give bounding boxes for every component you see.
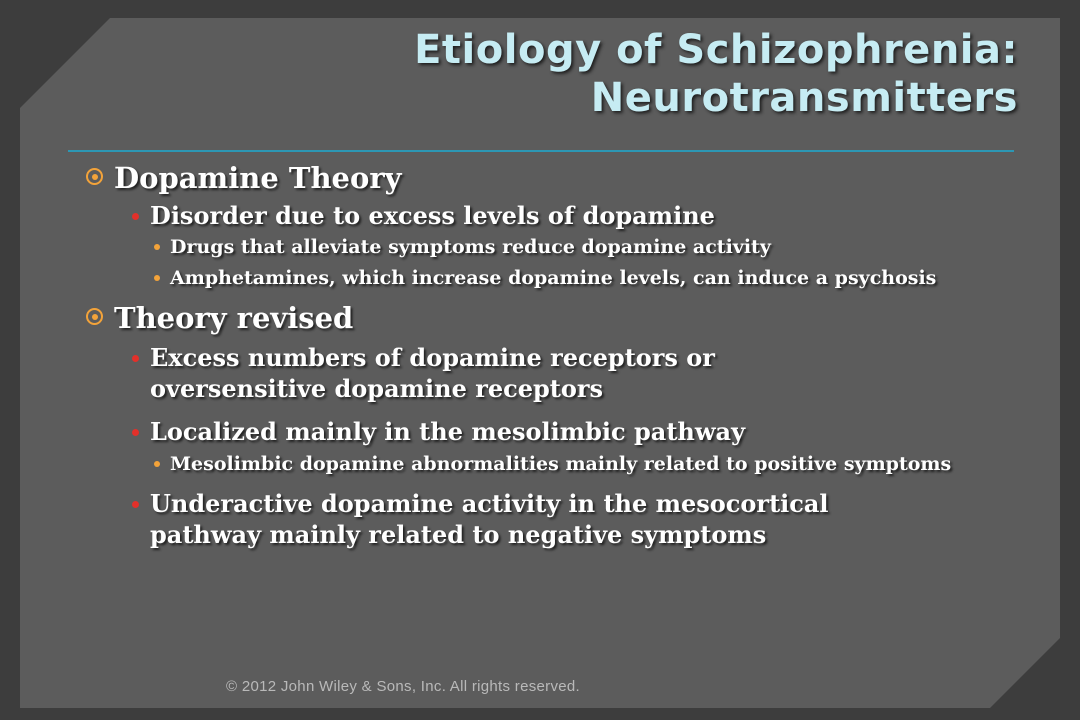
title-line-2: Neurotransmitters — [590, 75, 1018, 121]
subbullet-mesolimbic — [86, 416, 1026, 447]
subsubbullet-amphetamines — [86, 267, 1026, 290]
bullet-list — [86, 160, 1026, 550]
subsubbullet-text: Amphetamines, which increase dopamine levels, can induce a psychosis — [170, 267, 937, 289]
dot-bullet-icon — [132, 501, 139, 508]
subbullet-text: Disorder due to excess levels of dopamine — [150, 201, 715, 230]
circle-bullet-icon — [86, 308, 103, 325]
dot-bullet-icon — [154, 275, 160, 281]
bullet-text: Dopamine Theory — [114, 161, 402, 195]
copyright-footer: © 2012 John Wiley & Sons, Inc. All rights reserved. — [226, 678, 581, 695]
subbullet-mesocortical — [86, 488, 1026, 550]
subbullet-excess-dopamine — [86, 200, 1026, 231]
dot-bullet-icon — [154, 461, 160, 467]
dot-bullet-icon — [132, 213, 139, 220]
circle-bullet-icon — [86, 168, 103, 185]
bullet-theory-revised — [86, 300, 1026, 336]
slide-title — [258, 26, 1018, 122]
subsubbullet-positive-symptoms — [86, 453, 1026, 476]
bullet-text: Theory revised — [114, 301, 354, 335]
subbullet-receptors — [86, 342, 1026, 404]
subbullet-text: Localized mainly in the mesolimbic pathway — [150, 417, 746, 446]
subbullet-text: Underactive dopamine activity in the mesocortical pathway mainly related to negative symptoms — [150, 489, 829, 549]
subsubbullet-text: Drugs that alleviate symptoms reduce dopamine activity — [170, 236, 771, 258]
bullet-dopamine-theory — [86, 160, 1026, 196]
subsubbullet-text: Mesolimbic dopamine abnormalities mainly related to positive symptoms — [170, 453, 952, 475]
subsubbullet-drugs — [86, 236, 1026, 259]
title-line-1: Etiology of Schizophrenia: — [414, 27, 1018, 73]
dot-bullet-icon — [132, 355, 139, 362]
subbullet-text: Excess numbers of dopamine receptors or oversensitive dopamine receptors — [150, 343, 715, 403]
dot-bullet-icon — [154, 244, 160, 250]
dot-bullet-icon — [132, 429, 139, 436]
title-divider — [68, 150, 1014, 152]
